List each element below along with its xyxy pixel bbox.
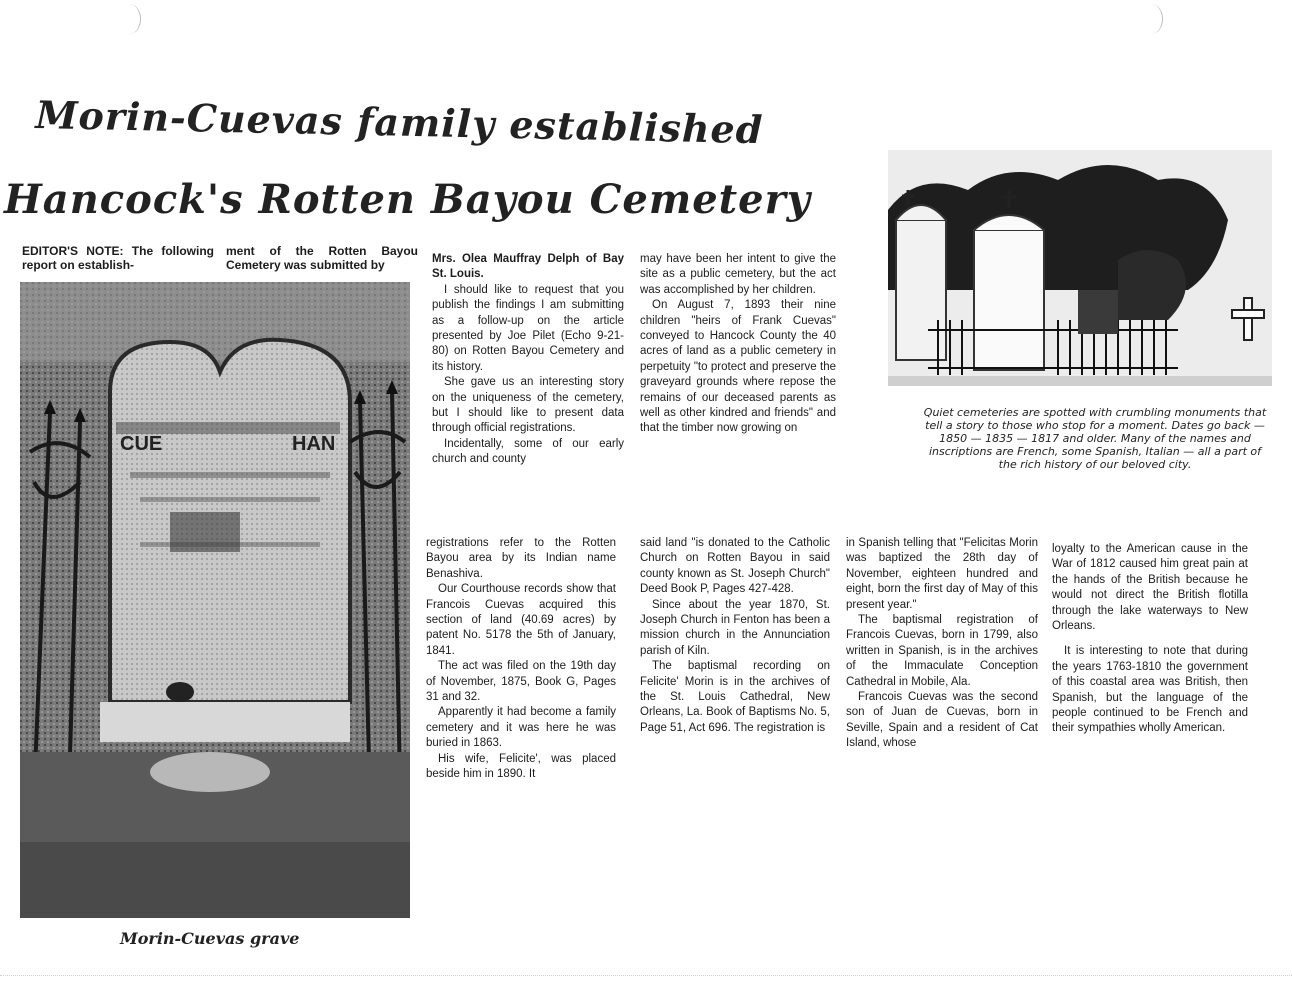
paragraph: loyalty to the American cause in the War of 1812 caused him great pain at the hands of the British because he would not direct the British flotilla through the lake waterways to New Orleans. <box>1052 543 1248 633</box>
paragraph: His wife, Felicite', was placed beside him in 1890. It <box>426 752 616 781</box>
article-col-4-bottom <box>640 536 830 736</box>
paragraph: The baptismal registration of Francois Cuevas, born in 1799, also written in Spanish, is in the archives of the Immaculate Conception Cathedral in Mobile, Ala. <box>846 614 1038 688</box>
paragraph: may have been her intent to give the site as a public cemetery, but the act was accomplished by her children. <box>640 253 836 296</box>
article-col-3-bottom <box>426 536 616 783</box>
paragraph: I should like to request that you publish the findings I am submitting as a follow-up on the article presented by Joe Pilet (Echo 9-21-80) on Rotten Bayou Cemetery and its history. <box>432 283 624 373</box>
grave-photo <box>20 282 410 918</box>
stone-inscription-left: CUE <box>120 433 163 455</box>
paragraph: On August 7, 1893 their nine children "heirs of Frank Cuevas" conveyed to Hancock County the 40 acres of land as a public cemetery in perpetuity "to protect and preserve the graveyard grounds where repose the remains of our deceased parents as well as other kindred and friends" and that the timber now growing on <box>640 299 836 435</box>
article-col-6 <box>1052 542 1248 737</box>
paragraph: She gave us an interesting story on the uniqueness of the cemetery, but I should like to present data through official registrations. <box>432 376 624 435</box>
cemetery-photo-caption: Quiet cemeteries are spotted with crumbling monuments that tell a story to those who stop for a moment. Dates go back — 1850 — 1835 — 1817 and older. Many of the names and inscriptions are French, some Spanish, Italian — all a part of the rich history of our beloved city. <box>923 406 1267 471</box>
grave-photo-image <box>20 282 410 918</box>
editors-note-col-1 <box>22 244 214 272</box>
article-col-5 <box>846 536 1038 752</box>
paragraph: The baptismal recording on Felicite' Morin is in the archives of the St. Louis Cathedral, New Orleans, La. Book of Baptisms No. 5, Page 51, Act 696. The registration is <box>640 660 830 734</box>
paragraph: Francois Cuevas was the second son of Juan de Cuevas, born in Seville, Spain and a resident of Cat Island, whose <box>846 691 1038 750</box>
headline-line-2: Hancock's Rotten Bayou Cemetery <box>4 176 811 223</box>
paragraph: Incidentally, some of our early church and county <box>432 437 624 466</box>
paragraph: in Spanish telling that "Felicitas Morin was baptized the 28th day of November, eighteen hundred and eight, born the first day of May of this present year." <box>846 537 1038 611</box>
editors-note-text-a: The following report on establish- <box>22 244 215 272</box>
editors-note-col-2 <box>226 244 418 272</box>
scan-corner-right <box>1140 4 1163 34</box>
paragraph: Since about the year 1870, St. Joseph Church in Fenton has been a mission church in the Annunciation parish of Kiln. <box>640 598 830 657</box>
headline-line-1: Morin-Cuevas family established <box>35 92 764 153</box>
paragraph: It is interesting to note that during the years 1763-1810 the government of this coastal area was British, then Spanish, but the language of the people continued to be French and their sympathies wholly American. <box>1052 645 1248 735</box>
paragraph: Our Courthouse records show that Francois Cuevas acquired this section of land (40.69 acres) by patent No. 5178 the 5th of January, 1841. <box>426 583 616 657</box>
paragraph: The act was filed on the 19th day of November, 1875, Book G, Pages 31 and 32. <box>426 660 616 704</box>
scan-edge-line <box>0 975 1292 976</box>
paragraph: said land "is donated to the Catholic Church on Rotten Bayou in said county known as St. Joseph Church" Deed Book P, Pages 427-428. <box>640 537 830 596</box>
editors-note-text-b: ment of the Rotten Bayou Cemetery was submitted by <box>226 244 418 272</box>
stone-inscription-right: HAN <box>292 433 336 455</box>
scan-corner-left <box>118 4 141 34</box>
article-col-3-top <box>432 252 624 468</box>
article-col-4-top <box>640 252 836 437</box>
paragraph: Apparently it had become a family cemetery and it was here he was buried in 1863. <box>426 706 616 750</box>
editors-note-lead: EDITOR'S NOTE: <box>22 244 124 258</box>
cemetery-photo <box>888 150 1272 386</box>
grave-photo-caption: Morin-Cuevas grave <box>120 929 300 948</box>
paragraph: registrations refer to the Rotten Bayou area by its Indian name Benashiva. <box>426 537 616 580</box>
cemetery-photo-image <box>888 150 1272 386</box>
paragraph: Mrs. Olea Mauffray Delph of Bay St. Louis. <box>432 253 624 281</box>
